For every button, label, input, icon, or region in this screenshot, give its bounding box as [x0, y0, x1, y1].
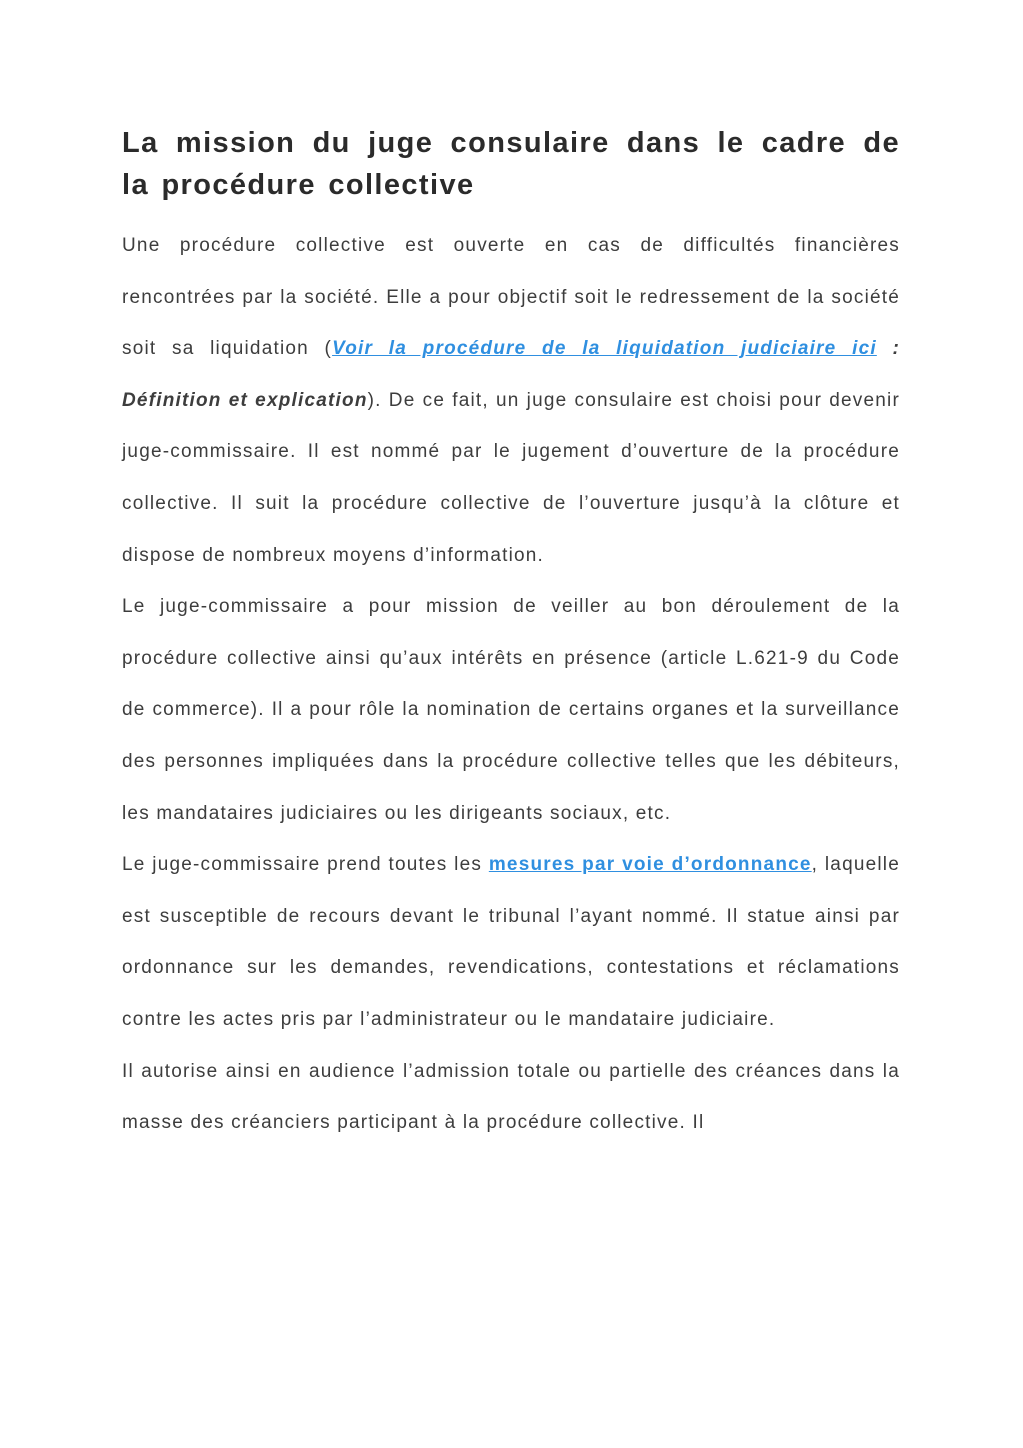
paragraph-mission: Le juge-commissaire a pour mission de veiller au bon déroulement de la procédure collective ainsi qu’aux intérêts en présence (article L.621-9 du Code de commerce). Il a pour rôle la nomination de certains organes et la surveillance des personnes impliquées dans la procédure collective telles que les débiteurs, les mandataires judiciaires ou les dirigeants sociaux, etc. — [122, 596, 900, 824]
document-page — [122, 122, 900, 1149]
definition-emphasis: : Définition et explication — [122, 338, 901, 411]
paragraph-ordonnance-text-end: , laquelle est susceptible de recours devant le tribunal l’ayant nommé. Il statue ainsi par ordonnance sur les demandes, revendications, contestations et réclamations contre les actes pris par l’administrateur ou le mandataire judiciaire. — [122, 854, 900, 1030]
paragraph-ordonnance-text-start: Le juge-commissaire prend toutes les — [122, 854, 489, 876]
paragraph-intro-text-start: Une procédure collective est ouverte en cas de difficultés financières rencontrées par la société. Elle a pour objectif soit le redressement de la société soit sa liquidation ( — [122, 235, 900, 360]
liquidation-judiciaire-link[interactable]: Voir la procédure de la liquidation judiciaire ici — [332, 338, 877, 360]
mesures-ordonnance-link[interactable]: mesures par voie d’ordonnance — [488, 854, 812, 876]
paragraph-intro-text-end: ). De ce fait, un juge consulaire est choisi pour devenir juge-commissaire. Il est nommé par le jugement d’ouverture de la procédure collective. Il suit la procédure collective de l’ouverture jusqu’à la clôture et dispose de nombreux moyens d’information. — [122, 389, 900, 566]
page-title: La mission du juge consulaire dans le cadre de la procédure collective — [122, 127, 900, 201]
paragraph-audience: Il autorise ainsi en audience l’admission totale ou partielle des créances dans la masse des créanciers participant à la procédure collective. Il — [122, 1060, 900, 1134]
paragraph-ordonnance — [122, 839, 900, 1045]
paragraph-intro — [122, 220, 900, 581]
